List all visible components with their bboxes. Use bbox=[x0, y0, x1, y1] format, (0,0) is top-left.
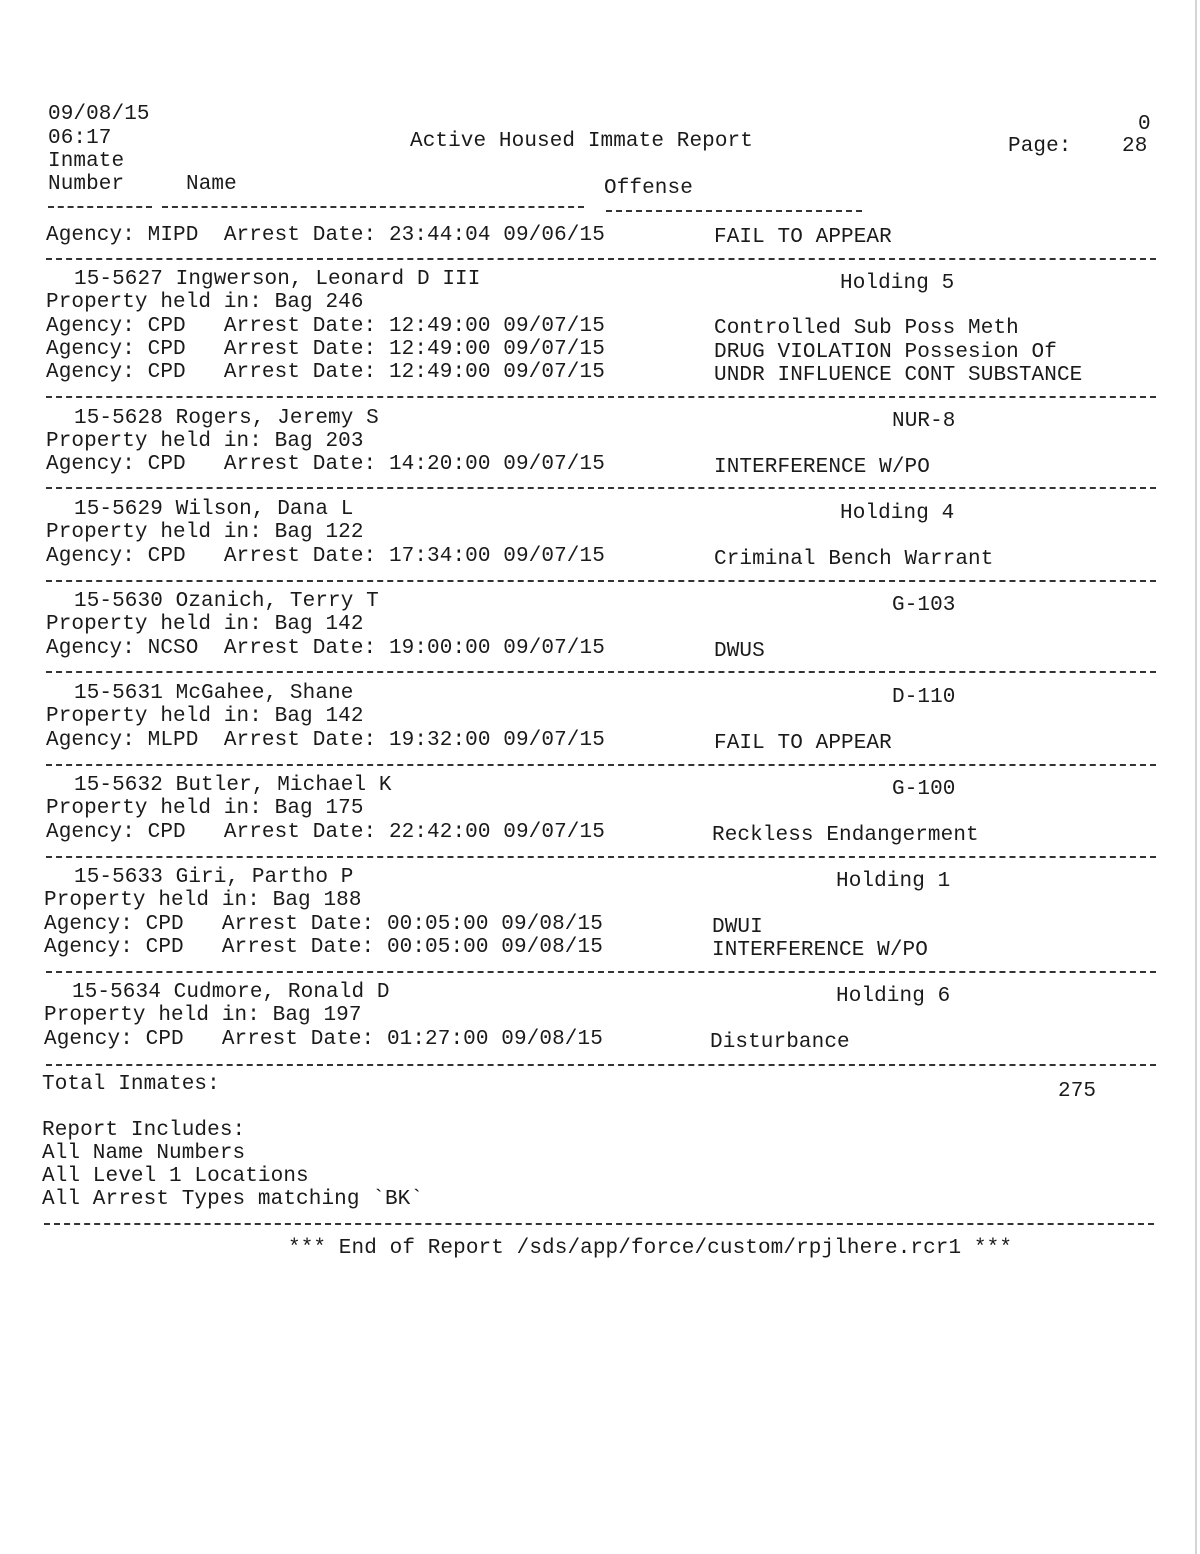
carryover-offense: FAIL TO APPEAR bbox=[714, 226, 892, 249]
report-date: 09/08/15 bbox=[48, 103, 150, 126]
inmate-header: 15-5632 Butler, Michael K bbox=[74, 774, 392, 797]
inmate-header: 15-5630 Ozanich, Terry T bbox=[74, 590, 379, 613]
inmate-property: Property held in: Bag 188 bbox=[44, 889, 362, 912]
separator bbox=[46, 971, 1156, 973]
report-includes-heading: Report Includes: bbox=[42, 1119, 246, 1142]
col-offense-underline bbox=[606, 210, 862, 212]
report-include-item: All Level 1 Locations bbox=[42, 1165, 309, 1188]
col-offense-label: Offense bbox=[604, 177, 693, 200]
col-name-label: Name bbox=[186, 173, 237, 196]
charge-offense: DWUI bbox=[712, 916, 763, 939]
inmate-location: Holding 6 bbox=[836, 985, 951, 1008]
charge-agency-line: Agency: CPD Arrest Date: 01:27:00 09/08/15 bbox=[44, 1028, 603, 1051]
charge-offense: DRUG VIOLATION Possesion Of bbox=[714, 341, 1057, 364]
separator bbox=[46, 856, 1156, 858]
page-number: 28 bbox=[1122, 135, 1148, 158]
charge-agency-line: Agency: NCSO Arrest Date: 19:00:00 09/07/15 bbox=[46, 637, 605, 660]
col-number-label: Number bbox=[48, 173, 125, 196]
charge-agency-line: Agency: CPD Arrest Date: 22:42:00 09/07/15 bbox=[46, 821, 605, 844]
inmate-property: Property held in: Bag 142 bbox=[46, 705, 364, 728]
inmate-location: G-103 bbox=[892, 594, 956, 617]
separator bbox=[46, 764, 1156, 766]
separator bbox=[46, 580, 1156, 582]
charge-offense: Criminal Bench Warrant bbox=[714, 548, 994, 571]
separator bbox=[46, 671, 1156, 673]
charge-agency-line: Agency: CPD Arrest Date: 00:05:00 09/08/15 bbox=[44, 936, 603, 959]
report-include-item: All Name Numbers bbox=[42, 1142, 246, 1165]
inmate-property: Property held in: Bag 203 bbox=[46, 430, 364, 453]
inmate-property: Property held in: Bag 175 bbox=[46, 797, 364, 820]
inmate-header: 15-5634 Cudmore, Ronald D bbox=[72, 981, 390, 1004]
charge-agency-line: Agency: CPD Arrest Date: 12:49:00 09/07/15 bbox=[46, 338, 605, 361]
report-title: Active Housed Immate Report bbox=[410, 130, 753, 153]
col-number-underline bbox=[48, 206, 152, 208]
inmate-header: 15-5627 Ingwerson, Leonard D III bbox=[74, 268, 481, 291]
charge-agency-line: Agency: CPD Arrest Date: 00:05:00 09/08/15 bbox=[44, 913, 603, 936]
report-time: 06:17 bbox=[48, 127, 112, 150]
charge-offense: DWUS bbox=[714, 640, 765, 663]
inmate-header: 15-5628 Rogers, Jeremy S bbox=[74, 407, 379, 430]
separator bbox=[44, 1223, 1154, 1225]
end-of-report: *** End of Report /sds/app/force/custom/rpjlhere.rcr1 *** bbox=[288, 1237, 1013, 1260]
total-inmates-label: Total Inmates: bbox=[42, 1073, 220, 1096]
separator bbox=[46, 258, 1156, 260]
carryover-agency-line: Agency: MIPD Arrest Date: 23:44:04 09/06/15 bbox=[46, 224, 605, 247]
separator bbox=[46, 487, 1156, 489]
charge-offense: Reckless Endangerment bbox=[712, 824, 979, 847]
charge-offense: Controlled Sub Poss Meth bbox=[714, 317, 1019, 340]
page-top-digit: 0 bbox=[1138, 113, 1151, 136]
charge-offense: INTERFERENCE W/PO bbox=[714, 456, 930, 479]
inmate-location: G-100 bbox=[892, 778, 956, 801]
inmate-location: D-110 bbox=[892, 686, 956, 709]
charge-agency-line: Agency: CPD Arrest Date: 12:49:00 09/07/15 bbox=[46, 361, 605, 384]
charge-offense: FAIL TO APPEAR bbox=[714, 732, 892, 755]
separator bbox=[46, 1064, 1156, 1066]
inmate-property: Property held in: Bag 197 bbox=[44, 1004, 362, 1027]
col-inmate-label: Inmate bbox=[48, 150, 125, 173]
page-edge bbox=[1195, 0, 1197, 1554]
charge-offense: Disturbance bbox=[710, 1031, 850, 1054]
inmate-property: Property held in: Bag 246 bbox=[46, 291, 364, 314]
inmate-location: Holding 1 bbox=[836, 870, 951, 893]
inmate-location: Holding 4 bbox=[840, 502, 955, 525]
charge-agency-line: Agency: CPD Arrest Date: 14:20:00 09/07/15 bbox=[46, 453, 605, 476]
charge-agency-line: Agency: MLPD Arrest Date: 19:32:00 09/07/15 bbox=[46, 729, 605, 752]
charge-offense: INTERFERENCE W/PO bbox=[712, 939, 928, 962]
inmate-header: 15-5631 McGahee, Shane bbox=[74, 682, 354, 705]
page-label: Page: bbox=[1008, 135, 1072, 158]
inmate-location: NUR-8 bbox=[892, 410, 956, 433]
total-inmates-value: 275 bbox=[1058, 1080, 1097, 1103]
inmate-location: Holding 5 bbox=[840, 272, 955, 295]
charge-agency-line: Agency: CPD Arrest Date: 17:34:00 09/07/15 bbox=[46, 545, 605, 568]
inmate-property: Property held in: Bag 142 bbox=[46, 613, 364, 636]
charge-agency-line: Agency: CPD Arrest Date: 12:49:00 09/07/15 bbox=[46, 315, 605, 338]
report-include-item: All Arrest Types matching `BK` bbox=[42, 1188, 424, 1211]
col-name-underline bbox=[162, 206, 584, 208]
charge-offense: UNDR INFLUENCE CONT SUBSTANCE bbox=[714, 364, 1083, 387]
inmate-property: Property held in: Bag 122 bbox=[46, 521, 364, 544]
inmate-header: 15-5629 Wilson, Dana L bbox=[74, 498, 354, 521]
inmate-header: 15-5633 Giri, Partho P bbox=[74, 866, 354, 889]
separator bbox=[46, 396, 1156, 398]
